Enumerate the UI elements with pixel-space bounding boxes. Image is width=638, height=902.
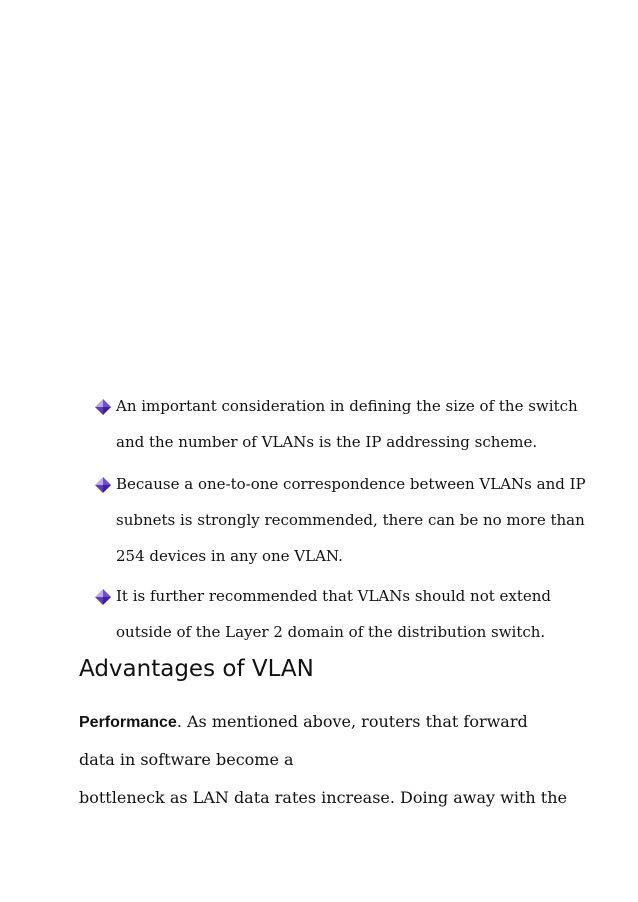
diamond-bullet-icon	[94, 398, 112, 416]
diamond-bullet-icon	[94, 588, 112, 606]
paragraph-line	[79, 712, 528, 732]
diamond-bullet-icon	[94, 476, 112, 494]
paragraph-line: bottleneck as LAN data rates increase. Doing away with the	[79, 788, 567, 807]
bullet-text-line: outside of the Layer 2 domain of the distribution switch.	[116, 623, 546, 641]
paragraph-line: data in software become a	[79, 750, 294, 769]
paragraph-lead-term: Performance	[79, 714, 177, 731]
bullet-text-line: and the number of VLANs is the IP addressing scheme.	[116, 433, 538, 451]
bullet-text-line: It is further recommended that VLANs should not extend	[116, 587, 552, 605]
paragraph-text: . As mentioned above, routers that forward	[176, 712, 528, 731]
bullet-text-line: 254 devices in any one VLAN.	[116, 547, 343, 565]
bullet-text-line: Because a one-to-one correspondence between VLANs and IP	[116, 475, 586, 493]
section-heading: Advantages of VLAN	[79, 656, 314, 682]
bullet-text-line: subnets is strongly recommended, there can be no more than	[116, 511, 585, 529]
bullet-text-line: An important consideration in defining the size of the switch	[116, 397, 578, 415]
